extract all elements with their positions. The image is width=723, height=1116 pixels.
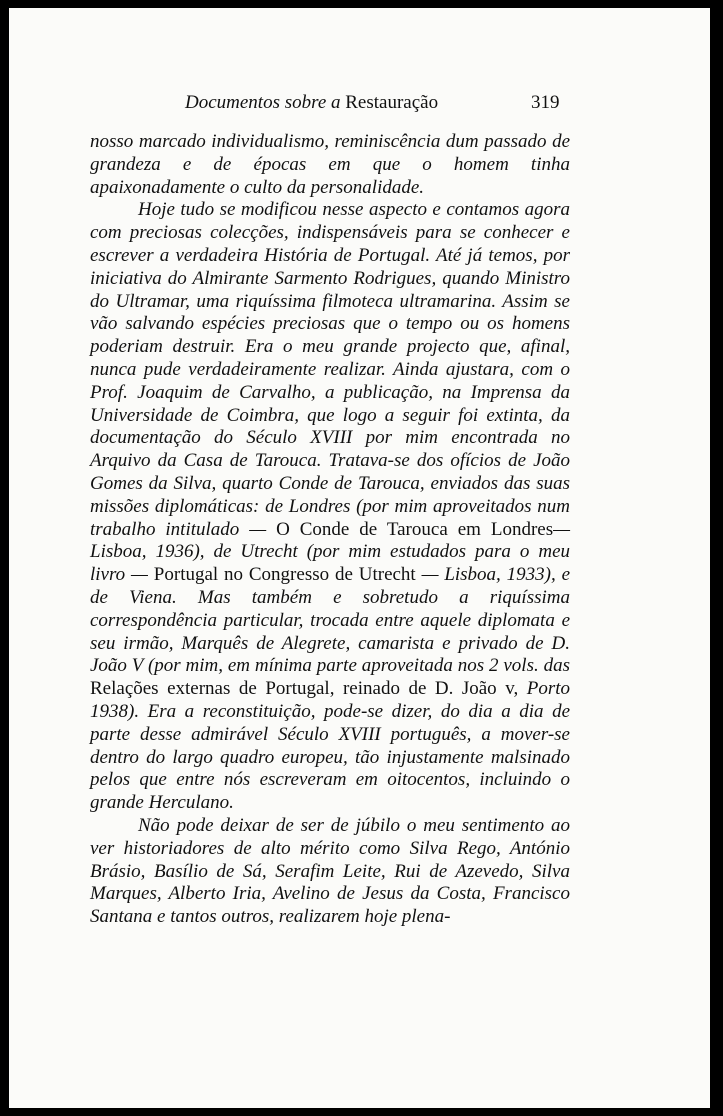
running-title (185, 92, 438, 114)
book-title-utrecht: Portugal no Congresso de Utrecht (153, 564, 416, 586)
paragraph-2 (90, 199, 570, 815)
paragraph-2-segment-4: Porto 1938). Era a reconstituição, pode-se dizer, do dia a dia de parte desse admirável Século XVIII português, a mover-se dentro do largo quadro europeu, tão injustamente malsinado pelos que entre nós escreveram em oitocentos, incluindo o grande Herculano. (90, 678, 571, 814)
body-text (90, 131, 570, 929)
page-number: 319 (531, 92, 560, 113)
book-title-tarouca: O Conde de Tarouca em Londres (276, 518, 554, 540)
running-header (9, 92, 710, 118)
paragraph-3: Não pode deixar de ser de júbilo o meu sentimento ao ver historiadores de alto mérito como Silva Rego, António Brásio, Basílio de Sá, Serafim Leite, Rui de Azevedo, Silva Marques, Alberto Iria, Avelino de Jesus da Costa, Francisco Santana e tantos outros, realizarem hoje plena- (90, 814, 570, 928)
paragraph-2-segment-1: Hoje tudo se modificou nesse aspecto e contamos agora com preciosas colecções, indispensáveis para se conhecer e escrever a verdadeira História de Portugal. Até já temos, por iniciativa do Almirante Sarmento Rodrigues, quando Ministro do Ultramar, uma riquíssima filmoteca ultramarina. Assim se vão salvando espécies preciosas que o tempo ou os homens poderiam destruir. Era o meu grande projecto que, afinal, nunca pude verdadeiramente realizar. Ainda ajustara, com o Prof. Joaquim de Carvalho, a publicação, na Imprensa da Universidade de Coimbra, que logo a seguir foi extinta, da documentação do Século XVIII por mim encontrada no Arquivo da Casa de Tarouca. Tratava-se dos ofícios de João Gomes da Silva, quarto Conde de Tarouca, enviados das suas missões diplomáticas: de Londres (por mim aproveitados num trabalho intitulado — (90, 199, 570, 540)
book-title-relacoes: Relações externas de Portugal, reinado de D. João v, (90, 678, 519, 700)
paragraph-2-segment-2: —Lisboa, 1936), de Utrecht (por mim estudados para o meu livro — (90, 518, 571, 586)
book-page (9, 8, 710, 1108)
paragraph-1: nosso marcado individualismo, reminiscência dum passado de grandeza e de épocas em que o homem tinha apaixonadamente o culto da personalidade. (90, 131, 570, 198)
running-title-roman: Restauração (345, 92, 439, 113)
paragraph-2-segment-3: — Lisboa, 1933), e de Viena. Mas também e sobretudo a riquíssima correspondência particular, trocada entre aquele diplomata e seu irmão, Marquês de Alegrete, camarista e privado de D. João V (por mim, em mínima parte aproveitada nos 2 vols. das (90, 564, 571, 677)
running-title-italic: Documentos sobre a (185, 92, 341, 113)
